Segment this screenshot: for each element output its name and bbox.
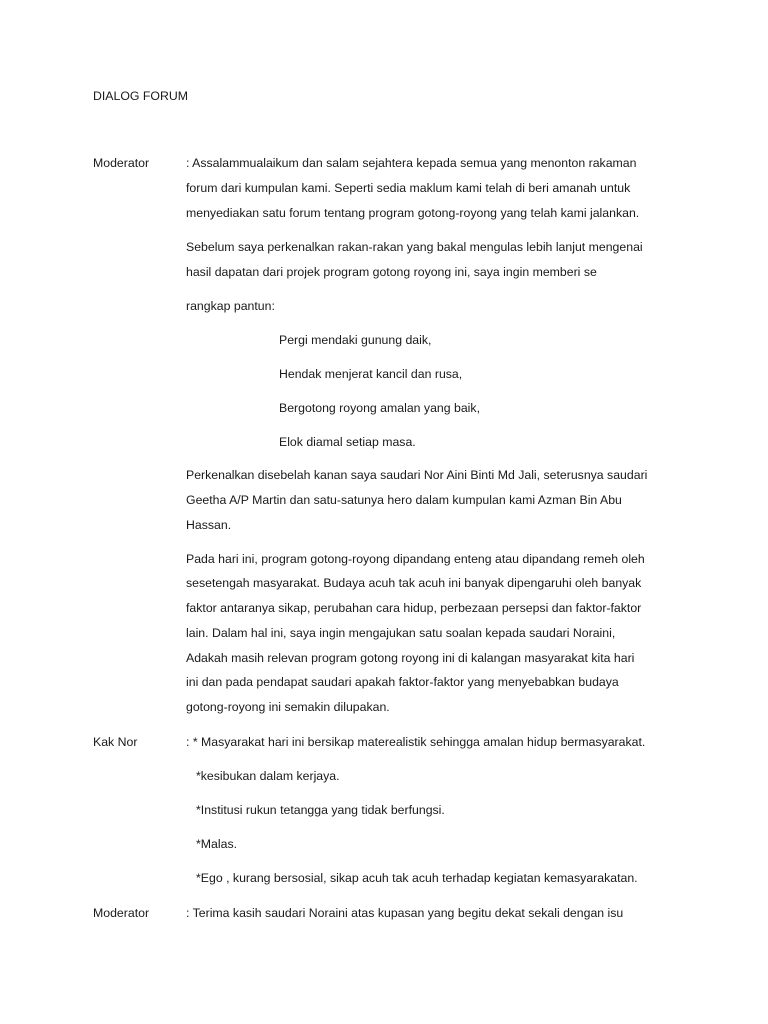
- document-title: DIALOG FORUM: [93, 89, 188, 103]
- paragraph-line: Sebelum saya perkenalkan rakan-rakan yang bakal mengulas lebih lanjut mengenai: [186, 240, 643, 254]
- paragraph-line: : Assalammualaikum dan salam sejahtera kepada semua yang menonton rakaman: [186, 156, 637, 170]
- paragraph-line: Adakah masih relevan program gotong royong ini di kalangan masyarakat kita hari: [186, 651, 635, 665]
- paragraph-line: rangkap pantun:: [186, 299, 275, 313]
- bullet-line: *Ego , kurang bersosial, sikap acuh tak acuh terhadap kegiatan kemasyarakatan.: [196, 871, 638, 885]
- paragraph-line: hasil dapatan dari projek program gotong royong ini, saya ingin memberi se: [186, 265, 597, 279]
- bullet-line: *kesibukan dalam kerjaya.: [196, 769, 340, 783]
- bullet-line: *Malas.: [196, 837, 238, 851]
- paragraph-line: lain. Dalam hal ini, saya ingin mengajukan satu soalan kepada saudari Noraini,: [186, 626, 616, 640]
- paragraph-line: Hassan.: [186, 518, 232, 532]
- speaker-label-moderator: Moderator: [93, 156, 150, 170]
- pantun-line: Pergi mendaki gunung daik,: [279, 333, 432, 347]
- paragraph-line: Geetha A/P Martin dan satu-satunya hero dalam kumpulan kami Azman Bin Abu: [186, 493, 622, 507]
- pantun-line: Bergotong royong amalan yang baik,: [279, 401, 480, 415]
- paragraph-line: Pada hari ini, program gotong-royong dipandang enteng atau dipandang remeh oleh: [186, 552, 645, 566]
- paragraph-line: gotong-royong ini semakin dilupakan.: [186, 700, 390, 714]
- paragraph-line: Perkenalkan disebelah kanan saya saudari Nor Aini Binti Md Jali, seterusnya saudari: [186, 468, 648, 482]
- speaker-label-kak-nor: Kak Nor: [93, 735, 138, 749]
- bullet-line: *Institusi rukun tetangga yang tidak berfungsi.: [196, 803, 445, 817]
- paragraph-line: ini dan pada pendapat saudari apakah faktor-faktor yang menyebabkan budaya: [186, 675, 619, 689]
- pantun-line: Hendak menjerat kancil dan rusa,: [279, 367, 463, 381]
- paragraph-line: forum dari kumpulan kami. Seperti sedia maklum kami telah di beri amanah untuk: [186, 181, 631, 195]
- paragraph-line: sesetengah masyarakat. Budaya acuh tak acuh ini banyak dipengaruhi oleh banyak: [186, 576, 642, 590]
- speaker-label-moderator: Moderator: [93, 906, 150, 920]
- paragraph-line: menyediakan satu forum tentang program gotong-royong yang telah kami jalankan.: [186, 206, 640, 220]
- paragraph-line: faktor antaranya sikap, perubahan cara hidup, perbezaan persepsi dan faktor-faktor: [186, 601, 642, 615]
- pantun-line: Elok diamal setiap masa.: [279, 435, 416, 449]
- response-line: : Terima kasih saudari Noraini atas kupasan yang begitu dekat sekali dengan isu: [186, 906, 624, 920]
- response-line: : * Masyarakat hari ini bersikap materealistik sehingga amalan hidup bermasyarakat.: [186, 735, 646, 749]
